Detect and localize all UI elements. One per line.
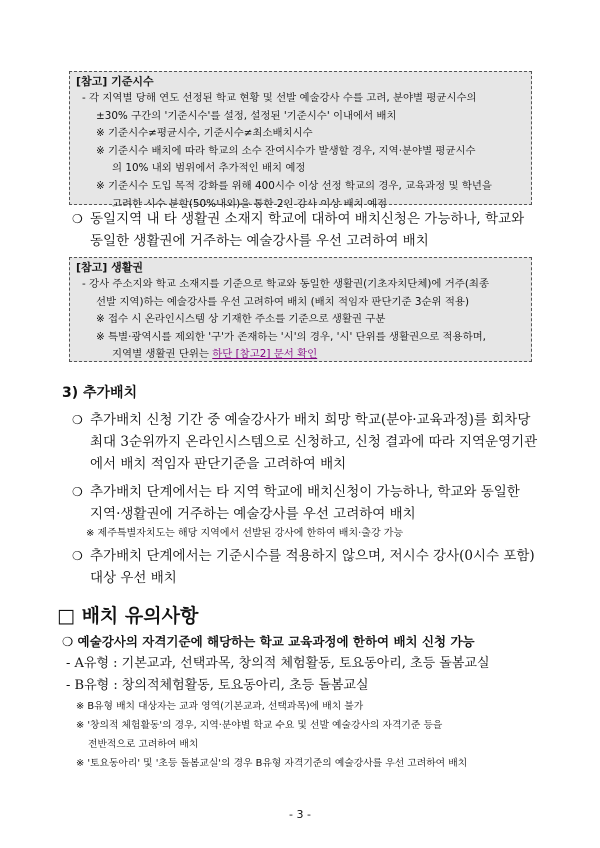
list-item: - A유형 : 기본교과, 선택과목, 창의적 체험활동, 토요동아리, 초등 돌봄교실 [66, 656, 490, 671]
reference-box-standard-hours [69, 71, 532, 210]
paragraph-line: 추가배치 단계에서는 타 지역 학교에 배치신청이 가능하나, 학교와 동일한 [90, 484, 520, 500]
list-item: - B유형 : 창의적체험활동, 토요동아리, 초등 돌봄교실 [66, 678, 369, 693]
reference-title: [참고] 생활권 [76, 261, 144, 274]
reference-note: 의 10% 내외 범위에서 추가적인 배치 예정 [112, 162, 306, 175]
paragraph-line: 추가배치 신청 기간 중 예술강사가 배치 희망 학교(분야·교육과정)를 회차당 [90, 412, 531, 428]
paragraph-note: ※ 제주특별자치도는 해당 지역에서 선발된 강사에 한하여 배치·출강 가능 [86, 528, 404, 539]
paragraph-line: 에서 배치 적임자 판단기준을 고려하여 배치 [90, 456, 347, 472]
circle-bullet-icon: ❍ [72, 549, 83, 563]
page-heading: □ 배치 유의사항 [57, 605, 199, 627]
note-item: ※ '창의적 체험활동'의 경우, 지역·분야별 학교 수요 및 선발 예술강사의 자격기준 등을 [76, 720, 443, 731]
notes-list [76, 697, 546, 773]
reference-box-living-zone [69, 257, 532, 362]
page-number: - 3 - [289, 808, 311, 821]
type-list [66, 653, 546, 697]
note-item: ※ '토요동아리' 및 '초등 돌봄교실'의 경우 B유형 자격기준의 예술강사를 우선 고려하여 배치 [76, 758, 468, 769]
reference-note: ※ 기준시수 도입 목적 강화를 위해 400시수 이상 선정 학교의 경우, 교육과정 및 학년을 [96, 179, 492, 192]
reference-line: - 강사 주소지와 학교 소재지를 기준으로 학교와 동일한 생활권(기초자치단체)에 거주(최종 [82, 278, 489, 290]
reference-note: ※ 기준시수 배치에 따라 학교의 소수 잔여시수가 발생할 경우, 지역·분야별 평균시수 [96, 144, 476, 157]
paragraph-line: 최대 3순위까지 온라인시스템으로 신청하고, 신청 결과에 따라 지역운영기관 [90, 434, 538, 450]
note-item: 전반적으로 고려하여 배치 [88, 739, 199, 750]
note-item: ※ B유형 배치 대상자는 교과 영역(기본교과, 선택과목)에 배치 불가 [76, 701, 364, 712]
reference-note: ※ 접수 시 온라인시스템 상 기재한 주소를 기준으로 생활권 구분 [96, 313, 386, 326]
section-body [72, 409, 542, 589]
reference-line: 선발 지역)하는 예술강사를 우선 고려하여 배치 (배치 적임자 판단기준 3순위 적용) [96, 295, 469, 308]
reference-line: - 각 지역별 당해 연도 선정된 학교 현황 및 선발 예술강사 수를 고려, 분야별 평균시수의 [82, 92, 477, 104]
paragraph-line: 추가배치 단계에서는 기준시수를 적용하지 않으며, 저시수 강사(0시수 포함) [90, 548, 535, 564]
reference-note [76, 346, 525, 364]
paragraph-living-zone [72, 208, 542, 252]
subheading: ❍ 예술강사의 자격기준에 해당하는 학교 교육과정에 한하여 배치 신청 가능 [62, 634, 475, 649]
reference-note-text: 지역별 생활권 단위는 [112, 348, 213, 361]
reference-note: 고려한 시수 분할(50%내외)을 통한 2인 강사 이상 배치 예정 [112, 197, 388, 210]
paragraph-line: 대상 우선 배치 [90, 570, 177, 586]
paragraph-line: 지역·생활권에 거주하는 예술강사를 우선 고려하여 배치 [90, 506, 416, 522]
reference-note: ※ 특별·광역시를 제외한 '구'가 존재하는 '시'의 경우, '시' 단위를 생활권으로 적용하며, [96, 330, 486, 343]
reference-note: ※ 기준시수≠평균시수, 기준시수≠최소배치시수 [96, 127, 313, 140]
paragraph-line: 동일한 생활권에 거주하는 예술강사를 우선 고려하여 배치 [90, 233, 429, 249]
reference-link[interactable]: 하단 [참고2] 문서 확인 [212, 348, 318, 361]
reference-title: [참고] 기준시수 [76, 75, 154, 88]
circle-bullet-icon: ❍ [72, 212, 83, 226]
paragraph-line: 동일지역 내 타 생활권 소재지 학교에 대하여 배치신청은 가능하나, 학교와 [90, 211, 525, 227]
reference-line: ±30% 구간의 '기준시수'를 설정, 설정된 '기준시수' 이내에서 배치 [96, 109, 397, 122]
circle-bullet-icon: ❍ [72, 485, 83, 499]
section-heading: 3) 추가배치 [62, 385, 138, 401]
circle-bullet-icon: ❍ [72, 413, 83, 427]
